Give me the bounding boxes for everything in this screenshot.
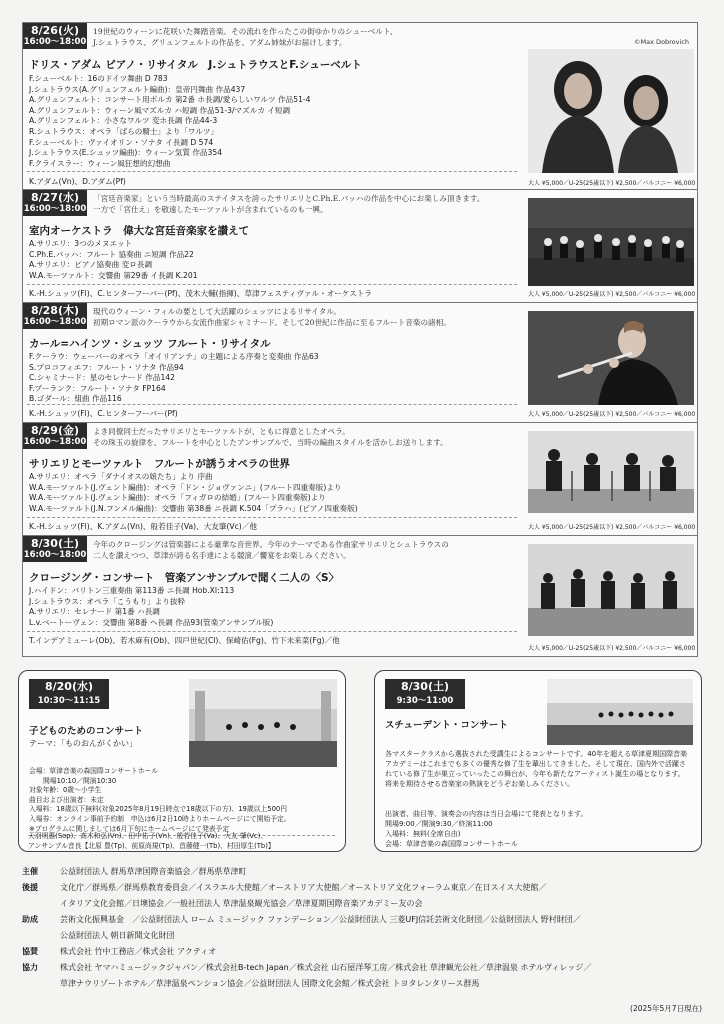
program-item: A.グリュンフェルト：コンサート用ポルカ 第2番 ホ長調/愛らしいワルツ 作品51-4 <box>29 95 311 105</box>
concert-date: 8/26(火) <box>30 24 80 37</box>
program-list <box>29 352 319 405</box>
program-list <box>29 74 311 169</box>
organizer-credits <box>22 864 702 992</box>
flutist-photo <box>528 311 694 405</box>
program-item: J.シュトラウス(E.シュッツ編曲)：ウィーン気質 作品354 <box>29 148 223 158</box>
as-of-date: (2025年5月7日現在) <box>630 1004 702 1013</box>
program-item: J.シュトラウス：オペラ「こうもり」より抜粋 <box>29 596 186 606</box>
concert-title: クロージング・コンサート 管楽アンサンブルで聞く二人の〈S〉 <box>29 572 340 584</box>
program-item: A.サリエリ：オペラ「ダナイオスの娘たち」より 序曲 <box>29 472 213 481</box>
kids-details: 会場：草津音楽の森国際コンサートホール 開場10:10／開演10:30 対象年齢：0歳～小学生 曲目および出演者：未定 入場料：18歳以下無料(対象2025年8月19日時点で18歳以下の方)、19歳以上500円 入場券：オンライン事前予約制 申込は6月2日10時よりホームページにて開始予定。 ※プログラムに関しましては6月下旬にホームページにて発表予定 <box>29 767 291 833</box>
program-item: W.A.モーツァルト(J.ヴェント編曲)：オペラ「ドン・ジョヴァンニ」(フルート四重奏版)より <box>29 482 342 492</box>
credit-row: 協賛 株式会社 竹中工務店／株式会社 アクティオ <box>22 947 217 956</box>
concert-title: サリエリとモーツァルト フルートが誘うオペラの世界 <box>29 458 290 470</box>
kids-concert-card <box>18 670 346 852</box>
date-badge: 8/30(土) 9:30～11:00 <box>385 679 465 709</box>
program-item: J.シュトラウス(A.グリュンフェルト編曲)：皇帝円舞曲 作品437 <box>29 84 246 94</box>
performers: K.-H.シュッツ(Fl)、C.ヒンターフーバー(Pf)、茂木大輔(指揮)、草津フェスティヴァル・オーケストラ <box>29 289 372 298</box>
quartet-photo <box>528 431 694 513</box>
program-item: R.シュトラウス：オペラ「ばらの騎士」より「ワルツ」 <box>29 126 219 136</box>
concert-title: ドリス・アダム ピアノ・リサイタル J.シュトラウスとF.シューベルト <box>29 59 362 71</box>
price-info: 大人 ¥5,000／U-25(25歳以下) ¥2,500／バルコニー ¥6,000 <box>528 291 696 298</box>
credit-row: 協力 株式会社 ヤマハミュージックジャパン／株式会社B-tech Japan／株式会社 山石屋洋琴工房／株式会社 草津観光公社／草津温泉 ホテルヴィレッジ／ 草津ナウリゾートホテル／草津温泉ペンション協会／公益財団法人 国際文化会館／株式会社 トヨタレンタリース群馬 <box>22 963 592 988</box>
student-description: 各マスタークラスから選抜された受講生によるコンサートです。40年を超える草津夏期国際音楽アカデミーはこれまでも多くの優秀な修了生を輩出してきました。そして現在、国内外で活躍されている修了生が巣立っていったこの舞台が、今年も新たなアーティスト誕生の場となります。将来を期待させる音楽家の熱演をどうぞお楽しみください。 <box>385 750 688 788</box>
program-item: A.サリエリ：3つのメヌエット <box>29 239 133 248</box>
date-badge: 8/27(水) 16:00～18:00 <box>23 191 87 214</box>
concert-intro: 「宮廷音楽家」という当時最高のステイタスを誇ったサリエリとC.Ph.E.バッハの作品を中心にお楽しみ頂きます。 一方で「宮仕え」を敬遠したモーツァルトが含まれているのも一興。 <box>93 194 485 214</box>
date-badge: 8/28(木) 16:00～18:00 <box>23 304 87 327</box>
concert-title: カール=ハインツ・シュッツ フルート・リサイタル <box>29 338 271 350</box>
concert-0829 <box>22 422 698 536</box>
kids-theme: テーマ：「ものおんがくかい」 <box>29 739 137 748</box>
credit-row: 主催 公益財団法人 群馬草津国際音楽協会／群馬県草津町 <box>22 867 247 876</box>
program-item: F.シューベルト：ヴァイオリン・ソナタ イ長調 D 574 <box>29 137 214 147</box>
date-badge <box>23 23 87 49</box>
concert-0826 <box>22 22 698 190</box>
divider <box>27 404 517 405</box>
program-item: J.ハイドン：バリトン三重奏曲 第113番 ニ長調 Hob.XI:113 <box>29 586 235 595</box>
concert-0827 <box>22 189 698 303</box>
performers: K.-H.シュッツ(Fl)、K.アダム(Vn)、般若佳子(Va)、大友肇(Vc)／他 <box>29 522 257 531</box>
kids-performers: 天羽明惠(Sop)、高木和弘(Vn)、田中佑子(Vn)、般若佳子(Va)、大友 肇(Vc)、 アンサンブル音良【北原 豊(Tp)、前原尚規(Tp)、首藤健一(Tb)、村田厚生(Tb)】 <box>28 832 275 850</box>
program-item: A.サリエリ：セレナード 第1番 ハ長調 <box>29 607 160 617</box>
divider <box>27 631 517 632</box>
credit-row: 助成 芸術文化振興基金 ／公益財団法人 ローム ミュージック ファンデーション／公益財団法人 三菱UFJ信託芸術文化財団／公益財団法人 野村財団／ 公益財団法人 朝日新聞文化財団 <box>22 915 581 940</box>
performers: T.インデアミューレ(Ob)、若木麻有(Ob)、四戸世紀(Cl)、保崎佑(Fg)、竹下未来菜(Fg)／他 <box>29 636 340 645</box>
program-item: L.v.ベートーヴェン：交響曲 第8番 ヘ長調 作品93(管楽アンサンブル版) <box>29 617 274 627</box>
divider <box>27 171 517 172</box>
program-item: A.グリュンフェルト：ウィーン風マズルカ ハ短調 作品51-3/マズルカ イ短調 <box>29 105 291 115</box>
concert-intro: 現代のウィーン・フィルの要として大活躍のシュッツによるリサイタル。 初期ロマン派のクーラウから女流作曲家シャミナード、そして20世紀に作品に至るフルート音楽の諸相。 <box>93 307 451 327</box>
program-item: F.シューベルト：16のドイツ舞曲 D 783 <box>29 74 168 83</box>
date-badge: 8/29(金) 16:00～18:00 <box>23 424 87 447</box>
concert-intro: 19世紀のウィーンに花咲いた舞踏音楽。その流れを作ったこの街ゆかりのシューベルト、 J.シュトラウス、グリュンフェルトの作品を、アダム姉妹がお届けします。 <box>93 27 398 47</box>
program-item: F.プーランク：フルート・ソナタ FP164 <box>29 383 166 393</box>
program-item: F.クーラウ：ウェーバーのオペラ「オイリアンテ」の主題による序奏と変奏曲 作品63 <box>29 352 319 361</box>
program-item: W.A.モーツァルト(J.ヴェント編曲)：オペラ「フィガロの結婚」(フルート四重奏版)より <box>29 493 326 503</box>
date-badge: 8/20(水) 10:30～11:15 <box>29 679 109 709</box>
price-info: 大人 ¥5,000／U-25(25歳以下) ¥2,500／バルコニー ¥6,000 <box>528 180 696 187</box>
program-list <box>29 472 358 514</box>
student-title: スチューデント・コンサート <box>385 720 508 731</box>
program-list <box>29 586 273 628</box>
concert-intro: 今年のクロージングは管楽器による豪華な音世界。今年のテーマである作曲家サリエリとシュトラウスの 二人を讃えつつ、草津が誇る名手達による競演／饗宴をお楽しみください。 <box>93 540 449 560</box>
program-item: A.グリュンフェルト：小さなワルツ 変ホ長調 作品44-3 <box>29 116 218 126</box>
program-item: W.A.モーツァルト：交響曲 第29番 イ長調 K.201 <box>29 270 198 280</box>
concert-intro: よき同僚同士だったサリエリとモーツァルトが、ともに得意としたオペラ。 その珠玉の旋律を、フルートを中心としたアンサンブルで、当時の編曲スタイルを活かしお送りします。 <box>93 427 448 447</box>
program-item: A.サリエリ：ピアノ協奏曲 変ロ長調 <box>29 260 153 270</box>
divider <box>27 517 517 518</box>
date-badge: 8/30(土) 16:00～18:00 <box>23 537 87 560</box>
price-info: 大人 ¥5,000／U-25(25歳以下) ¥2,500／バルコニー ¥6,000 <box>528 411 696 418</box>
concert-title: 室内オーケストラ 偉大な宮廷音楽家を讃えて <box>29 225 250 237</box>
student-concert-card <box>374 670 702 852</box>
program-item: B.ゴダール：組曲 作品116 <box>29 394 122 404</box>
program-item: C.シャミナード：星のセレナード 作品142 <box>29 373 175 383</box>
price-info: 大人 ¥5,000／U-25(25歳以下) ¥2,500／バルコニー ¥6,000 <box>528 645 696 652</box>
orchestra-photo <box>528 198 694 286</box>
wind-ensemble-photo <box>528 544 694 636</box>
kids-hall-photo <box>189 679 337 767</box>
photo-credit: ©Max Dobrovich <box>634 38 689 46</box>
student-hall-photo <box>547 679 693 745</box>
concert-0830 <box>22 535 698 657</box>
concert-0828 <box>22 302 698 423</box>
program-item: F.クライスラー：ウィーン風狂想的幻想曲 <box>29 158 171 168</box>
price-info: 大人 ¥5,000／U-25(25歳以下) ¥2,500／バルコニー ¥6,000 <box>528 524 696 531</box>
concert-time: 16:00～18:00 <box>23 37 87 47</box>
performer-photo <box>528 49 694 173</box>
student-details: 出演者、曲目等、演奏会の内容は当日会場にて発表となります。 開場9:00／開演9:30／終演11:00 入場料：無料(全席自由) 会場：草津音楽の森国際コンサートホール <box>385 810 588 848</box>
program-item: W.A.モーツァルト(J.N.フンメル編曲)：交響曲 第38番 ニ長調 K.504「プラハ」(ピアノ四重奏版) <box>29 503 358 513</box>
program-item: C.Ph.E.バッハ：フルート 協奏曲 ニ短調 作品22 <box>29 249 194 259</box>
performers: K.-H.シュッツ(Fl)、C.ヒンターフーバー(Pf) <box>29 409 178 418</box>
kids-title: 子どものためのコンサート <box>29 726 144 737</box>
program-item: S.プロコフィエフ：フルート・ソナタ 作品94 <box>29 362 184 372</box>
credit-row: 後援 文化庁／群馬県／群馬県教育委員会／イスラエル大使館／オーストリア大使館／オーストリア文化フォーラム東京／在日スイス大使館／ イタリア文化会館／日墺協会／一般社団法人 草津温泉観光協会／草津夏期国際音楽アカデミー友の会 <box>22 883 547 908</box>
divider <box>27 284 517 285</box>
program-list <box>29 239 198 281</box>
performers: K.アダム(Vn)、D.アダム(Pf) <box>29 177 126 186</box>
